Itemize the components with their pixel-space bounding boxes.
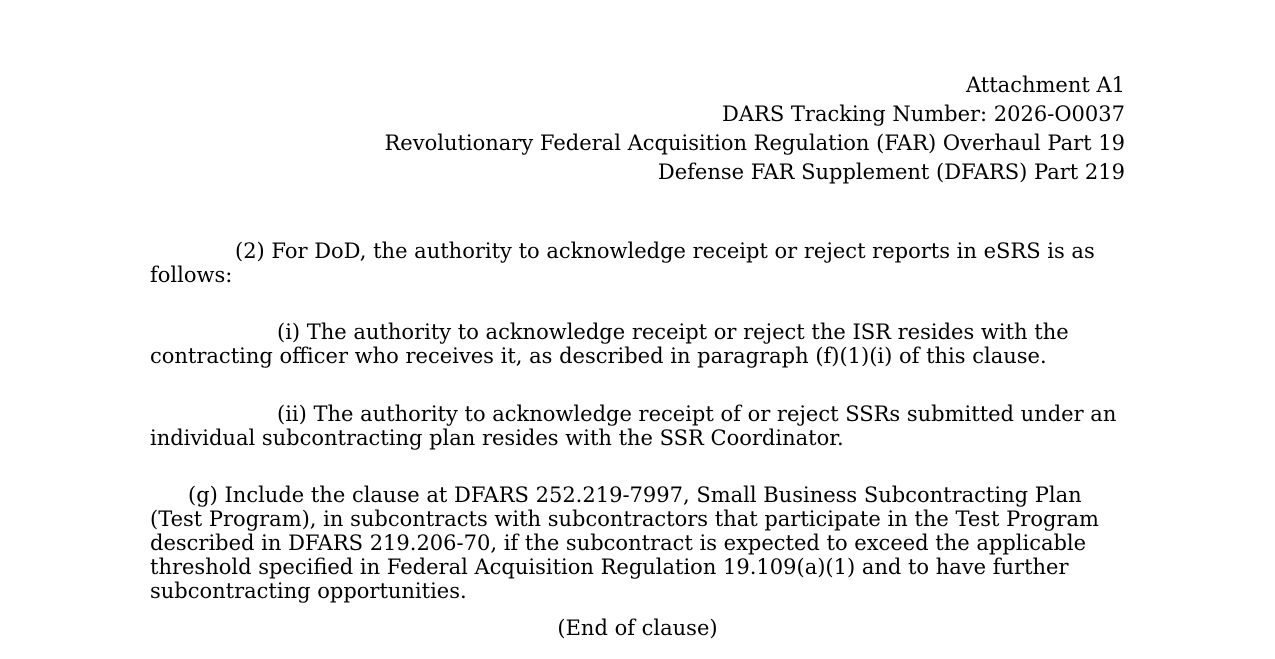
- attachment-label: Attachment A1: [966, 73, 1125, 97]
- paragraph-2-i: (i) The authority to acknowledge receipt or reject the ISR resides with the contracting officer who receives it, as described in paragraph (f)(1)(i) of this clause.: [150, 320, 1069, 369]
- dars-tracking-number: DARS Tracking Number: 2026-O0037: [722, 102, 1125, 126]
- document-body: [150, 239, 1125, 604]
- paragraph-2: (2) For DoD, the authority to acknowledge receipt or reject reports in eSRS is as follows:: [150, 239, 1095, 288]
- paragraph-g: (g) Include the clause at DFARS 252.219-7997, Small Business Subcontracting Plan (Test Program), in subcontracts with subcontractors that participate in the Test Program described in DFARS 219.206-70, if the subcontract is expected to exceed the applicable threshold specified in Federal Acquisition Regulation 19.109(a)(1) and to have further subcontracting opportunities.: [150, 482, 1099, 604]
- dfars-part-title: Defense FAR Supplement (DFARS) Part 219: [657, 160, 1125, 184]
- paragraph-2-ii: (ii) The authority to acknowledge receipt of or reject SSRs submitted under an individual subcontracting plan resides with the SSR Coordinator.: [150, 401, 1117, 450]
- far-overhaul-title: Revolutionary Federal Acquisition Regulation (FAR) Overhaul Part 19: [384, 131, 1125, 155]
- end-of-clause: (End of clause): [557, 616, 718, 640]
- document-header: [385, 71, 1126, 187]
